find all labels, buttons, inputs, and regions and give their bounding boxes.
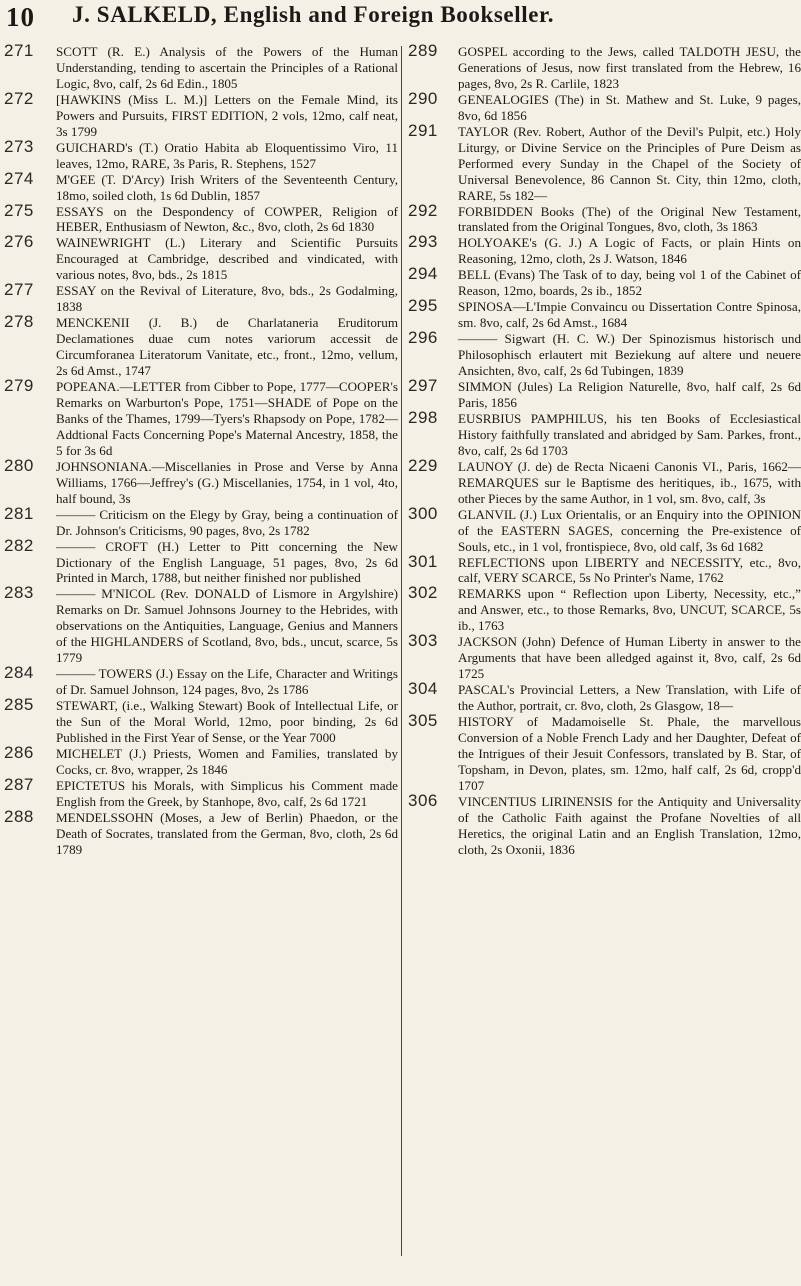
catalogue-entry xyxy=(0,774,398,810)
lot-number: 287 xyxy=(4,774,34,794)
entry-description: PASCAL's Provincial Letters, a New Translation, with Life of the Author, portrait, cr. 8vo, cloth, 2s Glasgow, 18— xyxy=(458,682,801,714)
catalogue-entry xyxy=(0,663,398,698)
lot-number: 294 xyxy=(408,264,438,284)
entry-description: EPICTETUS his Morals, with Simplicus his Comment made English from the Greek, by Stanhope, 8vo, calf, 2s 6d 1721 xyxy=(56,777,398,809)
entry-description: WAINEWRIGHT (L.) Literary and Scientific Pursuits Encouraged at Cambridge, described and vindicated, with various notes, 8vo, bds., 2s 1815 xyxy=(56,235,398,283)
entry-description: GOSPEL according to the Jews, called TALDOTH JESU, the Generations of Jesus, now first translated from the Hebrew, 16 pages, 8vo, 2s R. Carlile, 1823 xyxy=(458,44,801,91)
lot-number: 280 xyxy=(4,455,34,475)
catalogue-entry xyxy=(406,200,801,236)
entry-description: SIMMON (Jules) La Religion Naturelle, 8vo, half calf, 2s 6d Paris, 1856 xyxy=(458,379,801,410)
catalogue-entry xyxy=(406,455,801,507)
lot-number: 296 xyxy=(408,328,438,348)
lot-number: 305 xyxy=(408,711,438,731)
entry-description: LAUNOY (J. de) de Recta Nicaeni Canonis VI., Paris, 1662—REMARQUES sur le Baptisme des heritiques, ib., 1675, with other Pieces by the same Author, in 1 vol, sm. 8vo, calf, 3s xyxy=(458,458,801,506)
entry-description: [HAWKINS (Miss L. M.)] Letters on the Female Mind, its Powers and Pursuits, FIRST EDITION, 2 vols, 12mo, calf neat, 3s 1799 xyxy=(56,91,398,139)
entry-description: REMARKS upon “ Reflection upon Liberty, Necessity, etc.,” and Answer, etc., to those Remarks, 8vo, UNCUT, SCARCE, 5s ib., 1763 xyxy=(458,586,801,634)
entry-description: MENCKENII (J. B.) de Charlataneria Eruditorum Declamationes duae cum notes variorum accessit de Circumforanea Literatorum Vanitate, etc., front., 12mo, vellum, 2s 6d Amst., 1747 xyxy=(56,315,398,379)
lot-number: 298 xyxy=(408,407,438,427)
column-divider xyxy=(401,46,402,1256)
lot-number: 304 xyxy=(408,679,438,699)
catalogue-entry xyxy=(406,120,801,204)
entry-description: HOLYOAKE's (G. J.) A Logic of Facts, or plain Hints on Reasoning, 12mo, cloth, 2s J. Watson, 1846 xyxy=(458,235,801,267)
entry-description: FORBIDDEN Books (The) of the Original New Testament, translated from the Original Tongues, 8vo, cloth, 3s 1863 xyxy=(458,203,801,235)
catalogue-entry xyxy=(406,583,801,634)
lot-number: 271 xyxy=(4,44,34,60)
catalogue-entry xyxy=(0,280,398,315)
catalogue-entry xyxy=(0,312,398,379)
catalogue-entry xyxy=(406,503,801,555)
catalogue-entry xyxy=(406,790,801,858)
lot-number: 281 xyxy=(4,503,34,523)
entry-description: POPEANA.—LETTER from Cibber to Pope, 1777—COOPER's Remarks on Warburton's Pope, 1751—SHADE of Pope on the Banks of the Thames, 1799—Tyers's Rhapsody on Pope, 1782—Addtional Facts Concerning Pope's Maternal Ancestry, 1858, the 5 for 3s 6d xyxy=(56,379,398,458)
lot-number: 292 xyxy=(408,200,438,220)
entry-description: ESSAY on the Revival of Literature, 8vo, bds., 2s Godalming, 1838 xyxy=(56,283,398,315)
entry-description: ——— M'NICOL (Rev. DONALD of Lismore in Argylshire) Remarks on Dr. Samuel Johnsons Journey to the Hebrides, with observations on the Antiquities, Language, Genius and Manners of the HIGHLANDERS of Scotland, 8vo, bds., uncut, scarce, 5s 1779 xyxy=(56,586,398,666)
lot-number: 286 xyxy=(4,742,34,762)
lot-number: 273 xyxy=(4,136,34,156)
lot-number: 282 xyxy=(4,535,34,555)
catalogue-entry xyxy=(406,44,801,92)
catalogue-entry xyxy=(406,679,801,714)
lot-number: 285 xyxy=(4,695,34,715)
entry-description: SCOTT (R. E.) Analysis of the Powers of the Human Understanding, tending to ascertain the Principles of a Rational Logic, 8vo, calf, 2s 6d Edin., 1805 xyxy=(56,44,398,91)
entry-description: M'GEE (T. D'Arcy) Irish Writers of the Seventeenth Century, 18mo, soiled cloth, 1s 6d Dublin, 1857 xyxy=(56,171,398,203)
catalogue-entry xyxy=(0,695,398,746)
lot-number: 306 xyxy=(408,790,438,810)
lot-number: 275 xyxy=(4,200,34,220)
lot-number: 293 xyxy=(408,232,438,252)
lot-number: 274 xyxy=(4,168,34,188)
entry-description: HISTORY of Madamoiselle St. Phale, the marvellous Conversion of a Noble French Lady and her Daughter, Defeat of the Intrigues of their Jesuit Confessors, translated by B. Star, of Topsham, in Devon, plates, sm. 12mo, half calf, 2s 6d, cropp'd 1707 xyxy=(458,714,801,793)
lot-number: 289 xyxy=(408,44,438,60)
lot-number: 300 xyxy=(408,503,438,523)
catalogue-entry xyxy=(0,232,398,283)
lot-number: 291 xyxy=(408,120,438,140)
catalogue-entry xyxy=(406,551,801,587)
catalogue-entry xyxy=(0,44,398,92)
entry-description: REFLECTIONS upon LIBERTY and NECESSITY, etc., 8vo, calf, VERY SCARCE, 5s No Printer's Name, 1762 xyxy=(458,554,801,586)
entry-description: GENEALOGIES (The) in St. Mathew and St. Luke, 9 pages, 8vo, 6d 1856 xyxy=(458,91,801,123)
catalogue-entry xyxy=(0,200,398,236)
lot-number: 283 xyxy=(4,583,34,603)
entry-description: MENDELSSOHN (Moses, a Jew of Berlin) Phaedon, or the Death of Socrates, translated from the German, 8vo, cloth, 2s 6d 1789 xyxy=(56,809,398,857)
catalogue-entry xyxy=(0,376,398,459)
running-head: J. SALKELD, English and Foreign Bookseller. xyxy=(72,2,555,27)
lot-number: 276 xyxy=(4,232,34,252)
catalogue-entry xyxy=(0,136,398,172)
catalogue-entry xyxy=(0,806,398,858)
catalogue-entry xyxy=(0,455,398,507)
lot-number: 303 xyxy=(408,631,438,651)
catalogue-entry xyxy=(406,631,801,682)
lot-number: 277 xyxy=(4,280,34,300)
lot-number: 297 xyxy=(408,376,438,396)
page-header xyxy=(0,2,801,36)
entry-description: ——— Sigwart (H. C. W.) Der Spinozismus historisch und Philosophisch erlautert mit Beziekung auf altere und neuere Ansichten, 8vo, calf, 2s 6d Tubingen, 1839 xyxy=(458,331,801,379)
catalogue-entry xyxy=(406,88,801,124)
entry-description: VINCENTIUS LIRINENSIS for the Antiquity and Universality of the Catholic Faith against the Profane Novelties of all Heretics, the original Latin and an English Translation, 12mo, cloth, 2s Oxonii, 1836 xyxy=(458,793,801,857)
entry-description: ESSAYS on the Despondency of COWPER, Religion of HEBER, Enthusiasm of Newton, &c., 8vo, cloth, 2s 6d 1830 xyxy=(56,203,398,235)
entry-description: ——— CROFT (H.) Letter to Pitt concerning the New Dictionary of the English Language, 51 pages, 8vo, 2s 6d Printed in March, 1788, but neither finished nor published xyxy=(56,538,398,586)
entry-description: GUICHARD's (T.) Oratio Habita ab Eloquentissimo Viro, 11 leaves, 12mo, RARE, 3s Paris, R. Stephens, 1527 xyxy=(56,139,398,171)
lot-number: 284 xyxy=(4,663,34,683)
catalogue-entry xyxy=(0,168,398,204)
lot-number: 272 xyxy=(4,88,34,108)
left-column xyxy=(0,44,398,1280)
lot-number: 279 xyxy=(4,376,34,396)
entry-description: BELL (Evans) The Task of to day, being vol 1 of the Cabinet of Reason, 12mo, boards, 2s ib., 1852 xyxy=(458,267,801,299)
catalogue-entry xyxy=(406,376,801,411)
catalogue-entry xyxy=(406,407,801,459)
entry-description: ——— Criticism on the Elegy by Gray, being a continuation of Dr. Johnson's Criticisms, 90 pages, 8vo, 2s 1782 xyxy=(56,506,398,538)
lot-number: 290 xyxy=(408,88,438,108)
lot-number: 278 xyxy=(4,312,34,332)
catalogue-entry xyxy=(406,711,801,794)
catalogue-entry xyxy=(0,503,398,539)
catalogue-entry xyxy=(406,328,801,379)
lot-number: 288 xyxy=(4,806,34,826)
entry-description: SPINOSA—L'Impie Convaincu ou Dissertation Contre Spinosa, sm. 8vo, calf, 2s 6d Amst., 1684 xyxy=(458,299,801,331)
catalogue-entry xyxy=(406,296,801,331)
entry-description: JACKSON (John) Defence of Human Liberty in answer to the Arguments that have been alledged against it, 8vo, calf, 2s 6d 1725 xyxy=(458,634,801,682)
entry-description: TAYLOR (Rev. Robert, Author of the Devil's Pulpit, etc.) Holy Liturgy, or Divine Service on the Principles of Pure Deism as Performed every Sunday in the Chapel of the Society of Universal Benevolence, 86 Cannon St. City, thin 12mo, cloth, RARE, 5s 182— xyxy=(458,123,801,203)
catalogue-entry xyxy=(0,535,398,587)
catalogue-entry xyxy=(0,88,398,140)
entry-description: MICHELET (J.) Priests, Women and Families, translated by Cocks, cr. 8vo, wrapper, 2s 1846 xyxy=(56,745,398,777)
lot-number: 301 xyxy=(408,551,438,571)
entry-description: EUSRBIUS PAMPHILUS, his ten Books of Ecclesiastical History faithfully translated and abridged by Sam. Parkes, front., 8vo, calf, 2s 6d 1703 xyxy=(458,410,801,458)
catalogue-entry xyxy=(406,232,801,267)
right-column xyxy=(406,44,801,1280)
lot-number: 229 xyxy=(408,455,438,475)
page-number: 10 xyxy=(6,2,35,32)
catalogue-entry xyxy=(406,264,801,299)
entry-description: ——— TOWERS (J.) Essay on the Life, Character and Writings of Dr. Samuel Johnson, 124 pages, 8vo, 2s 1786 xyxy=(56,666,398,698)
entry-description: GLANVIL (J.) Lux Orientalis, or an Enquiry into the OPINION of the EASTERN SAGES, concerning the Pre-existence of Souls, etc., in 1 vol, frontispiece, 8vo, old calf, 3s 6d 1682 xyxy=(458,506,801,554)
catalogue-entry xyxy=(0,742,398,778)
entry-description: JOHNSONIANA.—Miscellanies in Prose and Verse by Anna Williams, 1766—Jeffrey's (G.) Miscellanies, 1754, in 1 vol, 4to, half bound, 3s xyxy=(56,458,398,506)
lot-number: 302 xyxy=(408,583,438,603)
catalogue-entry xyxy=(0,583,398,666)
entry-description: STEWART, (i.e., Walking Stewart) Book of Intellectual Life, or the Sun of the Moral World, 12mo, poor binding, 2s 6d Published in the First Year of Sense, or the Year 7000 xyxy=(56,698,398,745)
lot-number: 295 xyxy=(408,296,438,316)
